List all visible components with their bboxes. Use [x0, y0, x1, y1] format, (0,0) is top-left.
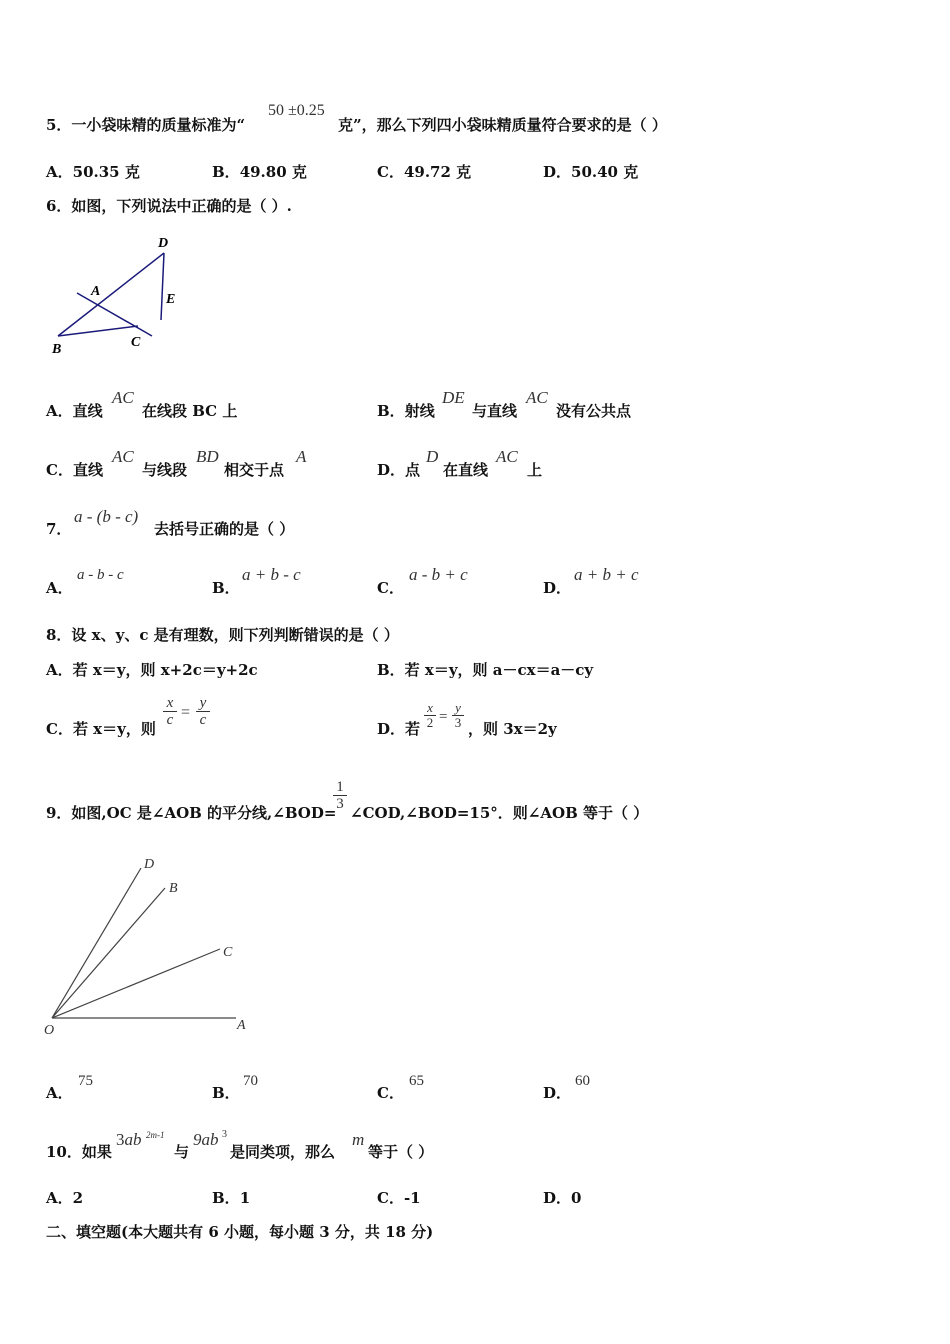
q8-d-frac-y-over-3: $\frac{y}{3}$	[452, 701, 464, 730]
q10-term2: 9ab	[193, 1130, 219, 1149]
q8-option-b: B．若 x＝y，则 a－cx＝a－cy	[377, 661, 594, 679]
label-c: C	[131, 335, 141, 350]
ray-od	[52, 868, 141, 1018]
q5-option-d: D．50.40 克	[543, 163, 639, 181]
q6-d-mid: 在直线	[443, 461, 489, 479]
q9-option-b-value: 70	[243, 1073, 258, 1089]
q6-d-math-ac: AC	[496, 447, 518, 466]
q9-option-c-label: C．	[377, 1084, 404, 1102]
line-bd	[58, 253, 164, 336]
label-d: D	[158, 236, 169, 251]
q9-option-a-label: A．	[46, 1084, 73, 1102]
q10-prefix: 10．如果	[46, 1143, 112, 1161]
q6-b-math-ac: AC	[526, 388, 548, 407]
q8-d-equals: =	[439, 709, 448, 725]
q6-figure	[40, 230, 190, 360]
q9-stem-prefix: 9．如图,OC 是∠AOB 的平分线,∠BOD=	[46, 804, 337, 822]
q6-b-mid: 与直线	[472, 402, 518, 420]
q6-a-rest: 在线段 BC 上	[142, 402, 238, 420]
ray-ob	[52, 888, 165, 1018]
q6-b-rest: 没有公共点	[556, 402, 632, 420]
q10-option-a: A．2	[46, 1189, 84, 1207]
label-d: D	[144, 857, 155, 872]
q5-option-a: A．50.35 克	[46, 163, 140, 181]
section-heading-fill-in: 二、填空题(本大题共有 6 小题，每小题 3 分，共 18 分)	[46, 1223, 434, 1241]
q7-option-b-label: B．	[212, 579, 240, 597]
q9-option-d-value: 60	[575, 1073, 590, 1089]
q7-math: a - (b - c)	[74, 507, 139, 526]
q10-term1-exponent: 2m-1	[146, 1130, 165, 1140]
q7-option-a-label: A．	[46, 579, 73, 597]
q5-math: 50 ±0.25	[268, 102, 325, 119]
q7-option-a-math: a - b - c	[77, 567, 124, 583]
q9-option-a-value: 75	[78, 1073, 93, 1089]
q6-d-math-d: D	[426, 447, 439, 466]
q8-option-a: A．若 x＝y，则 x+2c＝y+2c	[46, 661, 258, 679]
q9-stem-suffix: ∠COD,∠BOD=15°．则∠AOB 等于（ ）	[350, 804, 649, 822]
q8-option-d: D．若	[377, 720, 421, 738]
q10-suffix: 等于（ ）	[368, 1143, 434, 1161]
label-e: E	[166, 292, 176, 307]
q9-option-b-label: B．	[212, 1084, 240, 1102]
q7-option-c-label: C．	[377, 579, 404, 597]
q5-stem-suffix: 克”，那么下列四小袋味精质量符合要求的是（ ）	[338, 116, 667, 134]
ray-oc	[52, 949, 220, 1018]
q9-fraction-one-third: $\frac{1}{3}$	[333, 779, 347, 812]
q10-option-c: C．-1	[377, 1189, 421, 1207]
q7-option-d-math: a + b + c	[574, 565, 639, 584]
q7-number: 7．	[46, 520, 72, 538]
q10-term1: 3ab	[116, 1130, 142, 1149]
q5-option-c: C．49.72 克	[377, 163, 472, 181]
label-b: B	[52, 342, 62, 357]
q7-option-d-label: D．	[543, 579, 572, 597]
q6-c-math-ac: AC	[112, 447, 134, 466]
q10-term2-exponent: 3	[222, 1129, 227, 1140]
q6-d-rest: 上	[527, 461, 543, 479]
label-o: O	[44, 1023, 55, 1038]
q6-c-mid: 与线段	[142, 461, 188, 479]
q10-mid: 与	[174, 1143, 190, 1161]
q6-a-math-ac: AC	[112, 388, 134, 407]
q8-c-frac-x-over-c: $\frac{x}{c}$	[163, 695, 177, 728]
q9-option-d-label: D．	[543, 1084, 572, 1102]
q10-option-d: D．0	[543, 1189, 582, 1207]
q10-option-b: B．1	[212, 1189, 251, 1207]
q5-stem-prefix: 5．一小袋味精的质量标准为“	[46, 116, 246, 134]
label-b: B	[169, 881, 178, 896]
q8-c-equals: =	[181, 704, 191, 721]
q6-option-d: D．点	[377, 461, 421, 479]
q10-var-m: m	[352, 1130, 365, 1149]
q6-c-math-a: A	[296, 447, 307, 466]
q8-d-suffix: ，则 3x＝2y	[468, 720, 557, 738]
q10-mid2: 是同类项，那么	[230, 1143, 336, 1161]
q6-option-b: B．射线	[377, 402, 435, 420]
q5-option-b: B．49.80 克	[212, 163, 307, 181]
q8-d-frac-x-over-2: $\frac{x}{2}$	[424, 701, 436, 730]
q6-stem: 6．如图，下列说法中正确的是（ ）.	[46, 197, 292, 215]
q6-b-math-de: DE	[442, 388, 465, 407]
ray-de	[161, 253, 164, 320]
label-a: A	[91, 284, 101, 299]
q6-c-mid2: 相交于点	[224, 461, 285, 479]
q7-option-b-math: a + b - c	[242, 565, 301, 584]
label-c: C	[223, 945, 233, 960]
q9-angle-figure	[38, 850, 258, 1040]
q6-option-c: C．直线	[46, 461, 103, 479]
q8-option-c: C．若 x＝y，则	[46, 720, 156, 738]
q8-stem: 8．设 x、y、c 是有理数，则下列判断错误的是（ ）	[46, 626, 399, 644]
q7-option-c-math: a - b + c	[409, 565, 468, 584]
q7-stem-suffix: 去括号正确的是（ ）	[154, 520, 295, 538]
q6-option-a: A．直线	[46, 402, 103, 420]
q8-c-frac-y-over-c: $\frac{y}{c}$	[196, 695, 210, 728]
q6-c-math-bd: BD	[196, 447, 219, 466]
q9-option-c-value: 65	[409, 1073, 424, 1089]
label-a: A	[237, 1018, 246, 1033]
